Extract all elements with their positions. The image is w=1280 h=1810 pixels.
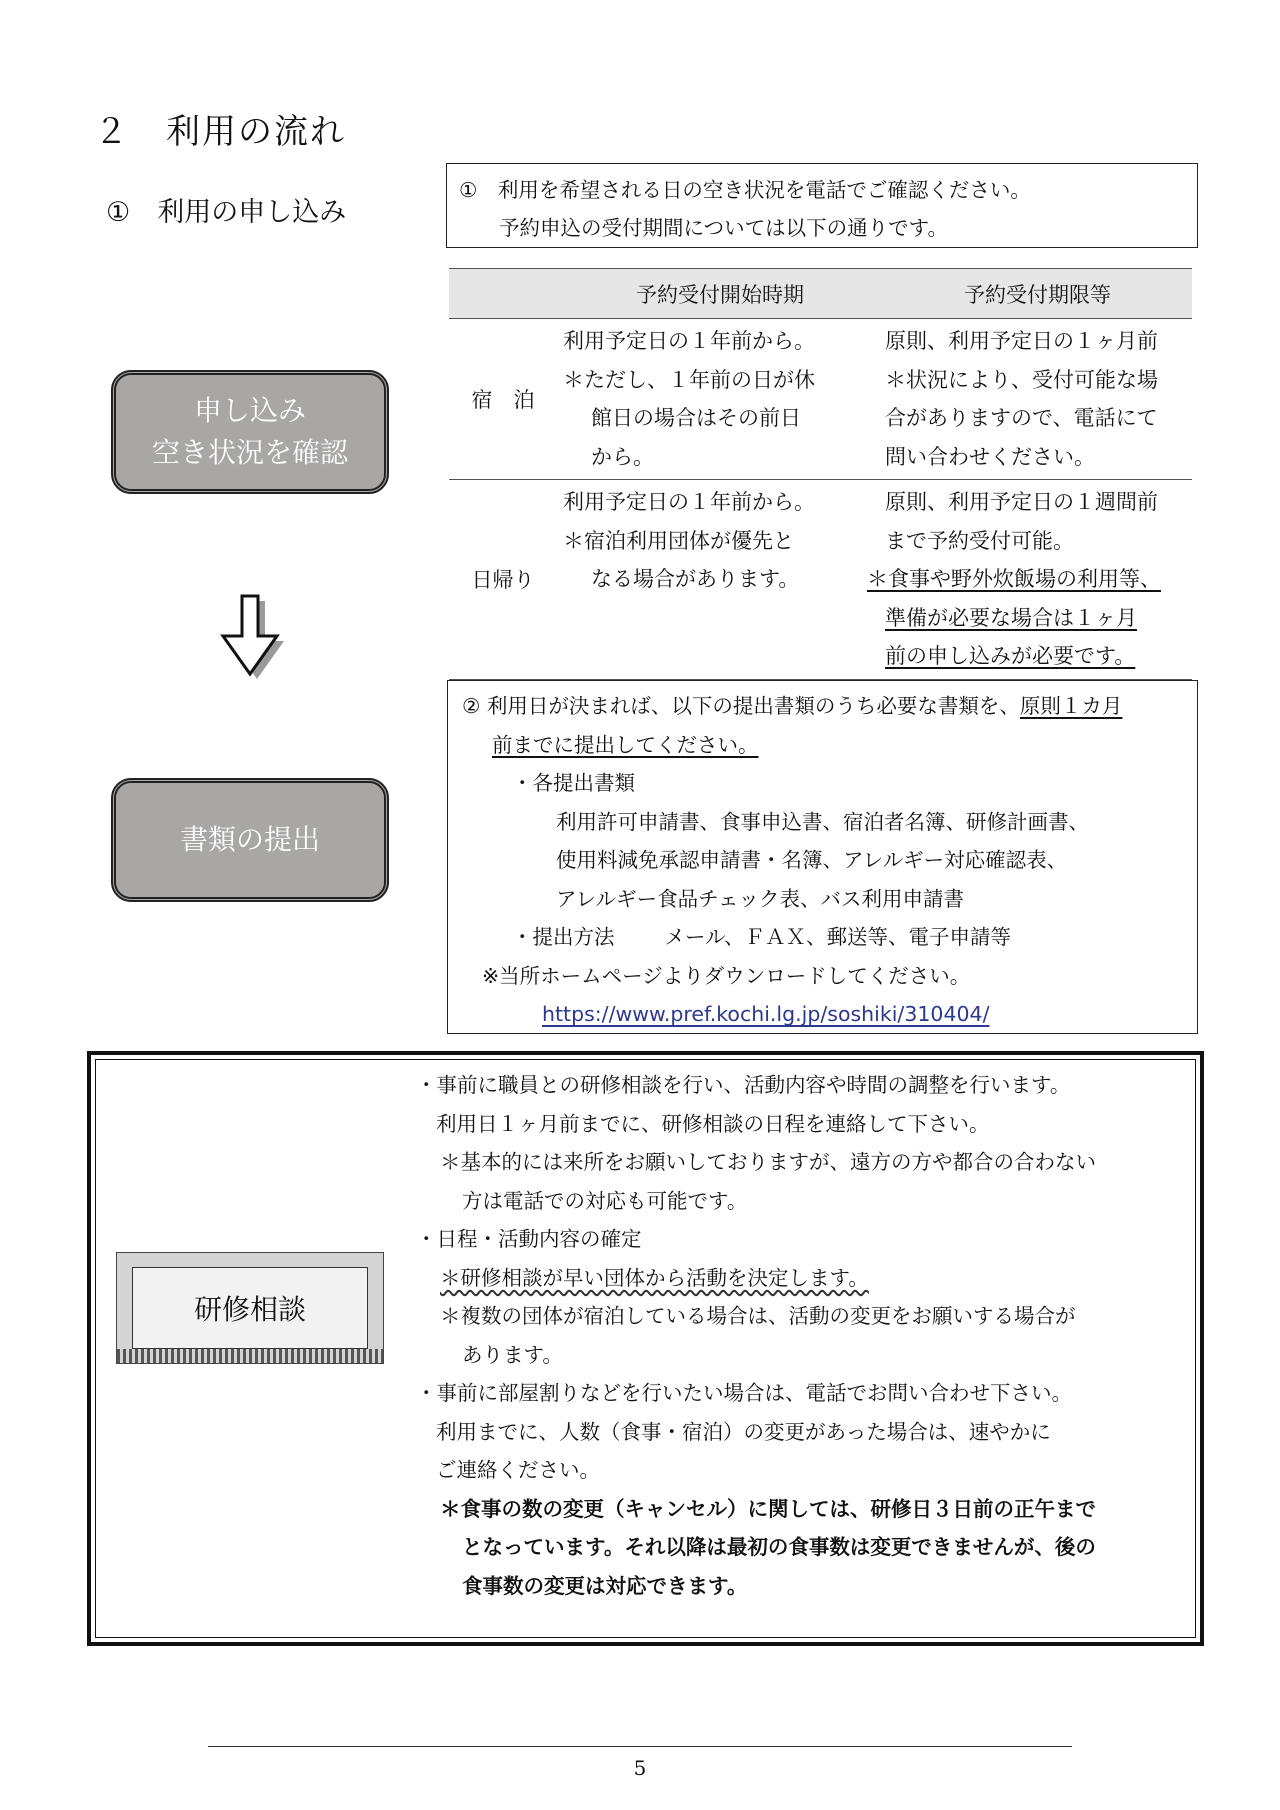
cell-line: 問い合わせください。: [885, 444, 1095, 469]
table-row-daytrip: [449, 480, 1192, 680]
page-number: 5: [633, 1756, 647, 1780]
subsection-title: ① 利用の申し込み: [106, 197, 347, 228]
underlined-text: 原則１カ月: [1019, 694, 1123, 718]
table-cell-category: 日帰り: [449, 480, 557, 680]
consultation-line: ご連絡ください。: [436, 1458, 600, 1482]
step-label-line: 空き状況を確認: [151, 436, 348, 469]
documents-label: ・各提出書類: [512, 771, 635, 795]
table-cell-start: [557, 480, 883, 680]
table-header-start: 予約受付開始時期: [557, 269, 883, 319]
cell-line: 館日の場合はその前日: [591, 406, 801, 430]
wavy-underlined-text: ＊研修相談が早い団体から活動を決定します。: [440, 1265, 869, 1290]
cell-line: ＊状況により、受付可能な場: [885, 367, 1158, 392]
cell-line: から。: [591, 444, 654, 469]
consultation-line: あります。: [462, 1342, 563, 1367]
table-cell-start: [557, 319, 883, 480]
section-title: ２ 利用の流れ: [94, 112, 346, 152]
consultation-label: 研修相談: [132, 1267, 368, 1349]
submission-text: ② 利用日が決まれば、以下の提出書類のうち必要な書類を、: [462, 694, 1020, 718]
reservation-note-line-1: ① 利用を希望される日の空き状況を電話でご確認ください。: [459, 178, 1031, 202]
consultation-line: ・日程・活動内容の確定: [416, 1227, 642, 1251]
table-cell-category: 宿 泊: [449, 319, 557, 480]
consultation-label-button: [116, 1252, 384, 1364]
cell-line: 利用予定日の１年前から。: [563, 329, 815, 353]
document-list-line: 使用料減免承認申請書・名簿、アレルギー対応確認表、: [556, 848, 1068, 872]
document-list-line: 利用許可申請書、食事申込書、宿泊者名簿、研修計画書、: [556, 809, 1089, 834]
consultation-line: [416, 1259, 1186, 1298]
cell-line: [885, 637, 1192, 676]
reservation-period-table: [449, 268, 1192, 680]
cell-line: [867, 560, 1192, 599]
step-submit-documents: [111, 778, 389, 902]
table-cell-deadline: [867, 480, 1192, 680]
submission-line-1: [462, 687, 1183, 726]
down-arrow-icon: [220, 594, 284, 684]
consultation-line: 食事数の変更は対応できます。: [462, 1573, 748, 1598]
step-label-line: 書類の提出: [179, 823, 320, 856]
footer-divider: [208, 1746, 1072, 1747]
cell-line: ＊ただし、１年前の日が休: [563, 367, 815, 392]
consultation-line: となっています。それ以降は最初の食事数は変更できませんが、後の: [462, 1535, 1096, 1559]
cell-line: 利用予定日の１年前から。: [563, 490, 815, 514]
consultation-line: 方は電話での対応も可能です。: [462, 1188, 748, 1213]
table-header-deadline: 予約受付期限等: [883, 269, 1192, 319]
underlined-text: 前までに提出してください。: [492, 732, 759, 757]
table-cell-deadline: [883, 319, 1192, 480]
document-list-line: アレルギー食品チェック表、バス利用申請書: [556, 886, 965, 911]
step-label-line: 申し込み: [193, 394, 306, 427]
cell-line: ＊宿泊利用団体が優先と: [563, 528, 794, 553]
submission-line-2: [462, 726, 1183, 765]
consultation-text: [416, 1066, 1186, 1605]
consultation-line: ＊基本的には来所をお願いしておりますが、遠方の方や都合の合わない: [440, 1150, 1096, 1174]
url-line: [462, 995, 1183, 1034]
cell-line: 原則、利用予定日の１ヶ月前: [885, 329, 1158, 353]
reservation-note-box: [446, 163, 1198, 248]
table-header-row: [449, 269, 1192, 319]
submission-method: [462, 918, 1183, 957]
consultation-line: ＊食事の数の変更（キャンセル）に関しては、研修日３日前の正午まで: [440, 1496, 1096, 1521]
download-link[interactable]: https://www.pref.kochi.lg.jp/soshiki/310404/: [542, 1002, 990, 1026]
download-note: ※当所ホームページよりダウンロードしてください。: [482, 963, 971, 988]
underlined-text: ＊食事や野外炊飯場の利用等、: [867, 567, 1161, 591]
method-value: メール、ＦＡＸ、郵送等、電子申請等: [664, 925, 1011, 949]
button-stripe-decoration: [117, 1349, 383, 1363]
cell-line: 原則、利用予定日の１週間前: [885, 490, 1158, 514]
table-header-category: [449, 269, 557, 319]
consultation-line: ＊複数の団体が宿泊している場合は、活動の変更をお願いする場合が: [440, 1304, 1076, 1328]
underlined-text: 準備が必要な場合は１ヶ月: [885, 605, 1137, 630]
consultation-line: ・事前に部屋割りなどを行いたい場合は、電話でお問い合わせ下さい。: [416, 1381, 1072, 1405]
method-label: ・提出方法: [512, 925, 615, 949]
cell-line: まで予約受付可能。: [885, 528, 1074, 553]
table-row-overnight: [449, 319, 1192, 480]
cell-line: [885, 599, 1192, 638]
submission-note-box: [447, 680, 1198, 1034]
consultation-line: ・事前に職員との研修相談を行い、活動内容や時間の調整を行います。: [416, 1073, 1071, 1097]
consultation-line: 利用日１ヶ月前までに、研修相談の日程を連絡して下さい。: [436, 1111, 990, 1136]
consultation-line: 利用までに、人数（食事・宿泊）の変更があった場合は、速やかに: [436, 1419, 1051, 1444]
cell-line: なる場合があります。: [591, 567, 800, 591]
underlined-text: 前の申し込みが必要です。: [885, 644, 1136, 668]
reservation-note-line-2: 予約申込の受付期間については以下の通りです。: [499, 216, 948, 240]
cell-line: 合がありますので、電話にて: [885, 406, 1158, 430]
step-apply-check-availability: [111, 370, 389, 494]
